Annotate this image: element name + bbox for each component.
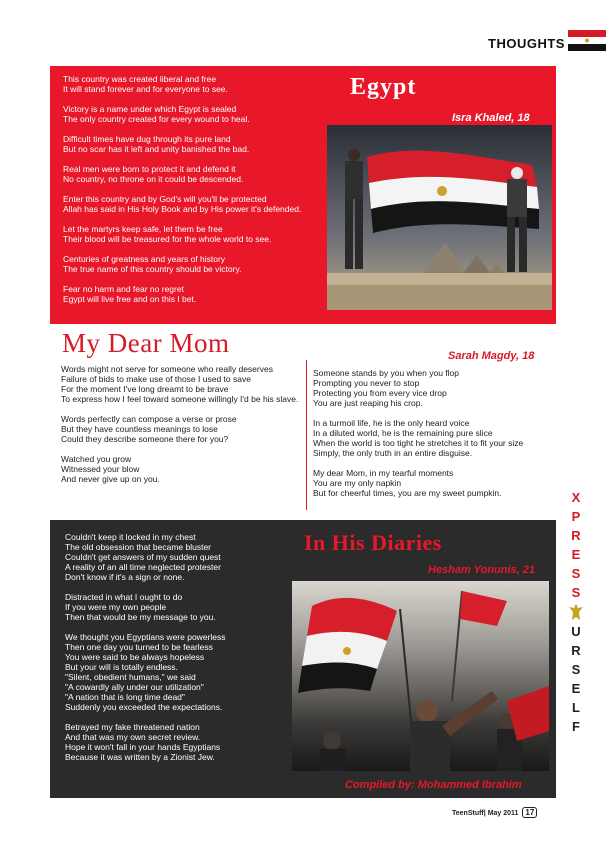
mom-poem-right-column: Someone stands by you when you flop Prompting you never to stop Protecting you from every vice drop You are just reaping his crop. In a turmoil life, he is the only heard voice In a diluted world, he is the remaining pure slice When the world is too tight he stretches it to fit your size Simply, the only truth in an entire disguise. My dear Mom, in my tearful moments You are my only napkin But for cheerful times, you are my sweet pumpkin. <box>313 368 524 498</box>
side-letter: X <box>571 490 581 505</box>
column-divider <box>306 360 307 510</box>
diaries-poem-title: In His Diaries <box>304 530 442 555</box>
egypt-poem-text: This country was created liberal and free It will stand forever and for everyone to see. Victory is a name under which Egypt is sealed The only country created for every wound to heal. Difficult times have dug through its pure land But no scar has it left and unity banished the bad. Real men were born to protect it and defend it No country, no throne on it could be descended. Enter this country and by God's will you'll be protected Allah has said in His Holy Book and by His power it's defended. Let the martyrs keep safe, let them be free Their blood will be treasured for the whole world to see. Centuries of greatness and years of history The true name of this country should be victory. Fear no harm and fear no regret Egypt will live free and on this I bet. <box>63 74 302 304</box>
diaries-poem-text: Couldn't keep it locked in my chest The old obsession that became bluster Couldn't get answers of my sudden quest A reality of an all time neglected protester Don't know if it's a sign or none. Distracted in what I ought to do If you were my own people Then that would be my message to you. We thought you Egyptians were powerless Then one day you turned to be fearless You were said to be always hopeless But your will is totally endless. "Silent, obedient humans," we said "A cowardly ally under our utilization" "A nation that is long time dead" Suddenly you exceeded the expectations. Betrayed my fake threatened nation And that was my own secret review. Hope it won't fall in your hands Egyptians Because it was written by a Zionist Jew. <box>65 532 226 762</box>
side-letter: E <box>571 547 581 562</box>
section-label: THOUGHTS <box>488 36 565 51</box>
side-letter: E <box>571 681 581 696</box>
page-footer: TeenStuff| May 2011 17 <box>452 807 537 818</box>
xpress-urself-vertical-text <box>566 488 586 736</box>
page-number: 17 <box>522 807 537 818</box>
side-letter: S <box>571 662 581 677</box>
protest-photo <box>292 581 549 771</box>
egypt-poem-title: Egypt <box>350 74 417 100</box>
egypt-flag-icon <box>568 30 606 51</box>
side-letter: R <box>571 643 581 658</box>
compiler-credit: Compiled by: Mohammed Ibrahim <box>345 779 522 791</box>
mom-poem-left-column: Words might not serve for someone who really deserves Failure of bids to make use of those I used to save For the moment I've long dreamt to be brave To express how I feel toward someone willingly I'd be his slave. Words perfectly can compose a verse or prose But they have countless meanings to lose Could they describe someone there for you? Watched you grow Witnessed your blow And never give up on you. <box>61 364 299 484</box>
mom-poem-title: My Dear Mom <box>62 328 230 358</box>
egypt-flag-photo <box>327 125 552 310</box>
issue-date: May 2011 <box>487 810 519 817</box>
diaries-poem-author: Hesham Yonunis, 21 <box>428 564 535 576</box>
eagle-emblem-icon <box>568 603 584 621</box>
egypt-poem-author: Isra Khaled, 18 <box>452 112 530 124</box>
magazine-name: TeenStuff <box>452 810 484 817</box>
side-letter: F <box>572 719 580 734</box>
side-letter: S <box>571 585 581 600</box>
side-letter: R <box>571 528 581 543</box>
side-letter: S <box>571 566 581 581</box>
side-letter: U <box>571 624 581 639</box>
side-letter: L <box>572 700 580 715</box>
side-letter: P <box>571 509 581 524</box>
mom-poem-author: Sarah Magdy, 18 <box>448 350 535 362</box>
